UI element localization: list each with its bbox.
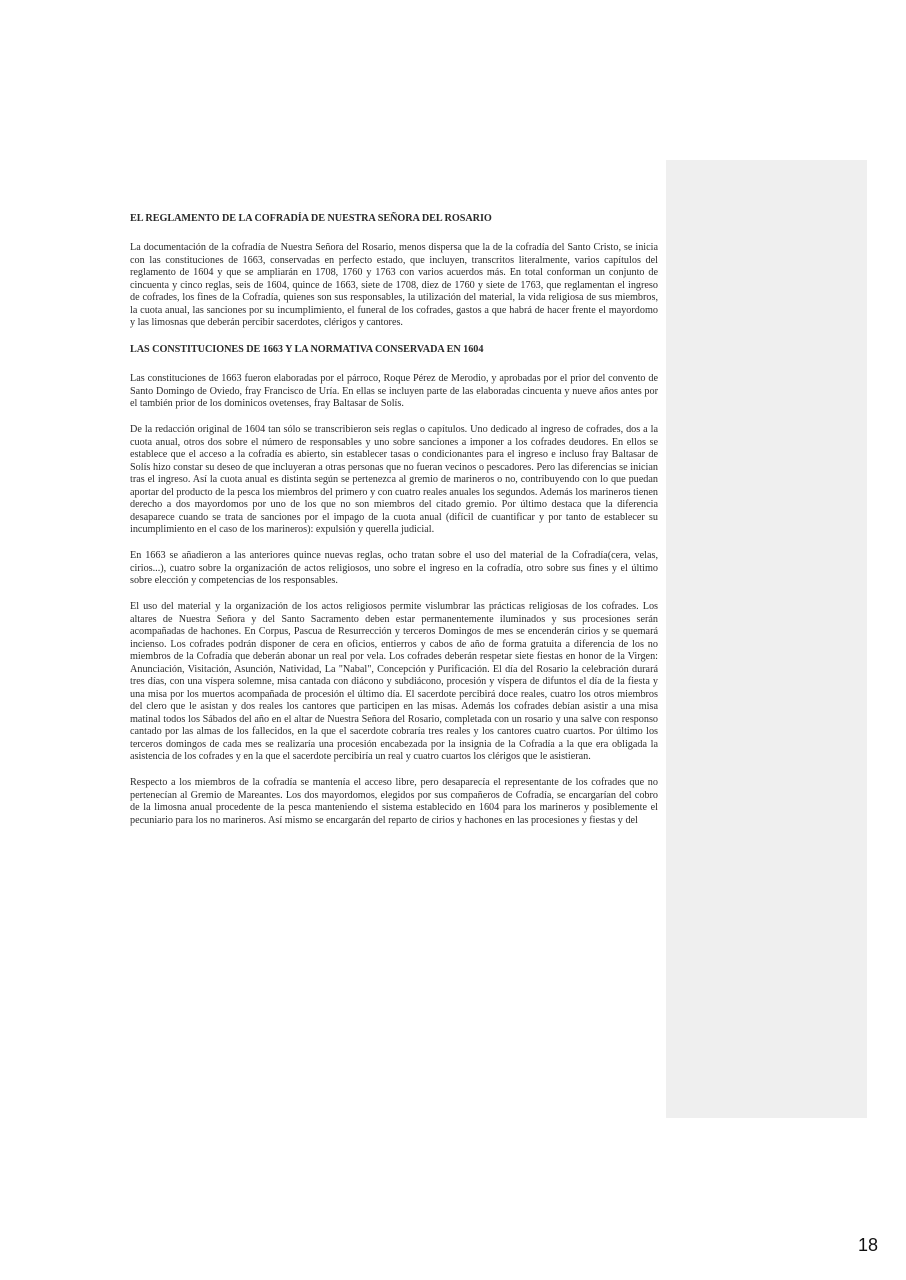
paragraph: De la redacción original de 1604 tan sólo se transcribieron seis reglas o capítulos. Uno dedicado al ingreso de cofrades, dos a la cuota anual, otros dos sobre el número de responsables y uno sobre sanciones a imponer a los cofrades deudores. En ellos se establece que el acceso a la cofradía es abierto, sin establecer tasas o condicionantes para el ingreso e incluso fray Baltasar de Solís hizo constar su deseo de que incluyeran a otras personas que no fueran vecinos o pescadores. Pero las diferencias se inician tras el ingreso. Así la cuota anual es distinta según se pertenezca al gremio de marineros o no, contribuyendo con lo que puedan aportar del producto de la pesca los miembros del primero y con cuatro reales anuales los segundos. Además los marineros tienen derecho a dos mayordomos por uno de los que no son miembros del citado gremio. Por último destaca que la diferencia desaparece cuando se trata de sanciones por el impago de la cuota anual (difícil de cuantificar y por tanto de establecer su incumplimiento en el caso de los marineros): expulsión y querella judicial. (130, 424, 658, 535)
paragraph: Las constituciones de 1663 fueron elaboradas por el párroco, Roque Pérez de Merodio, y aprobadas por el prior del convento de Santo Domingo de Oviedo, fray Francisco de Uría. En ellas se incluyen parte de las elaboradas cincuenta y nueve años antes por el también prior de los dominicos ovetenses, fray Baltasar de Solís. (130, 373, 658, 409)
section-heading-reglamento: EL REGLAMENTO DE LA COFRADÍA DE NUESTRA SEÑORA DEL ROSARIO (130, 213, 492, 224)
margin-panel (666, 160, 867, 1118)
page-number: 18 (858, 1235, 879, 1255)
paragraph: Respecto a los miembros de la cofradía se mantenía el acceso libre, pero desaparecía el representante de los cofrades que no pertenecían al Gremio de Mareantes. Los dos mayordomos, elegidos por sus compañeros de Cofradía, se encargarían del cobro de la limosna anual procedente de la pesca manteniendo el sistema establecido en 1604 para los marineros y posiblemente el pecuniario para los no marineros. Así mismo se encargarán del reparto de cirios y hachones en las procesiones y fiestas y del (130, 777, 658, 826)
document-body (130, 212, 658, 841)
paragraph: La documentación de la cofradía de Nuestra Señora del Rosario, menos dispersa que la de la cofradía del Santo Cristo, se inicia con las constituciones de 1663, conservadas en perfecto estado, que incluyen, transcritos literalmente, varios capítulos del reglamento de 1604 y que se ampliarán en 1708, 1760 y 1763 con varios acuerdos más. En total conforman un conjunto de cincuenta y cinco reglas, seis de 1604, quince de 1663, siete de 1708, diez de 1760 y siete de 1763, que reglamentan el ingreso de cofrades, los fines de la Cofradía, quienes son sus responsables, la utilización del material, la vida religiosa de sus miembros, la cuota anual, las sanciones por su incumplimiento, el funeral de los cofrades, gastos a que habrá de hacer frente el mayordomo y las limosnas que deberán percibir sacerdotes, clérigos y cantores. (130, 242, 658, 328)
paragraph: En 1663 se añadieron a las anteriores quince nuevas reglas, ocho tratan sobre el uso del material de la Cofradía(cera, velas, cirios...), cuatro sobre la organización de actos religiosos, uno sobre el ingreso en la cofradía, otro sobre sus fines y el último sobre elección y competencias de los responsables. (130, 550, 658, 586)
section-heading-constituciones: LAS CONSTITUCIONES DE 1663 Y LA NORMATIVA CONSERVADA EN 1604 (130, 344, 484, 355)
paragraph: El uso del material y la organización de los actos religiosos permite vislumbrar las prácticas religiosas de los cofrades. Los altares de Nuestra Señora y del Santo Sacramento deben estar permanentemente iluminados y sus procesiones serán acompañadas de hachones. En Corpus, Pascua de Resurrección y terceros Domingos de mes se encenderán cirios y se quemará incienso. Los cofrades podrán disponer de cera en oficios, entierros y cabos de año de forma gratuita a diferencia de los no miembros de la Cofradía que deberán abonar un real por vela. Los cofrades deberán respetar siete fiestas en honor de la Virgen: Anunciación, Visitación, Asunción, Natividad, La "Nabal", Concepción y Purificación. El día del Rosario la celebración durará tres días, con una víspera solemne, misa cantada con diácono y subdiácono, procesión y víspera de difuntos el día de la fiesta y una misa por los muertos acompañada de procesión el último día. El sacerdote percibirá doce reales, cuatro los otros miembros del clero que le asistan y dos reales los cantores que participen en las misas. Además los cofrades debían asistir a una misa matinal todos los Sábados del año en el altar de Nuestra Señora del Rosario, completada con un rosario y una salve con responso cantado por las almas de los fallecidos, en la que el sacerdote cobraría tres reales y los cantores cuatro cuartos. Por último los terceros domingos de cada mes se realizaría una procesión encabezada por la insignia de la Cofradía a la que era obligada la asistencia de los cofrades y en la que el sacerdote percibiría un real y cuatro cuartos los clérigos que le asistieran. (130, 601, 658, 762)
